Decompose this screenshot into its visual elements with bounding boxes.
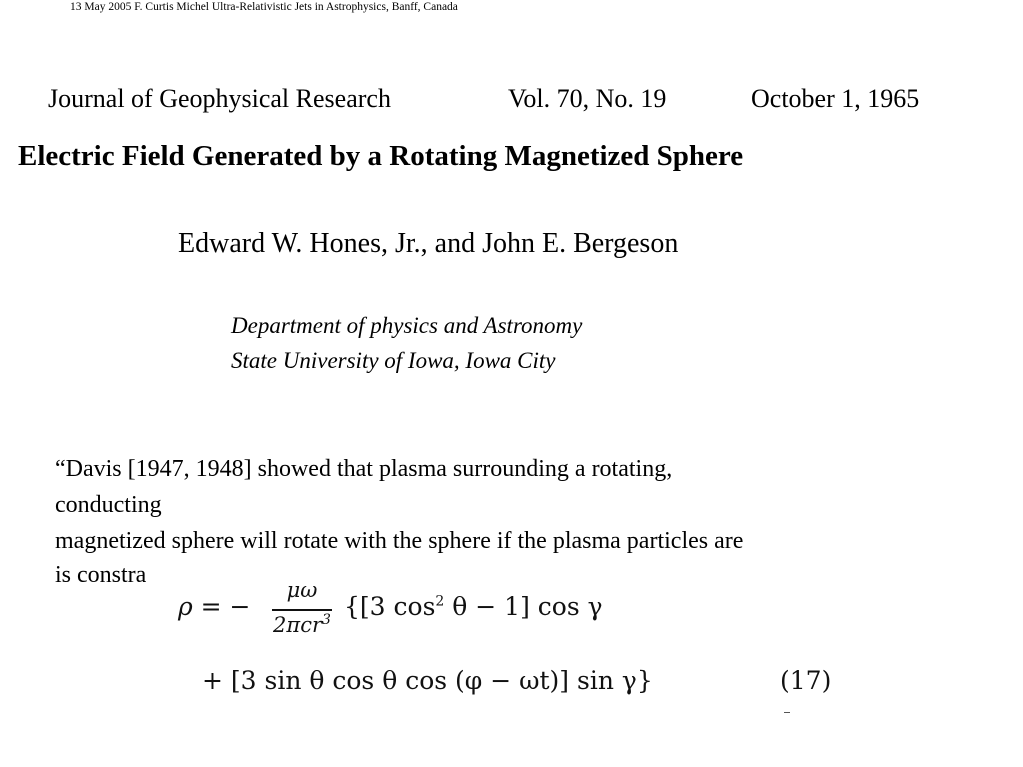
equation-17 xyxy=(162,576,852,720)
equation-lhs: ρ = − xyxy=(178,592,251,621)
equation-term-1: {[3 $\cos^2 \theta - 1$] cos γ xyxy=(344,592,603,621)
quote-line-4: is constra xyxy=(55,562,147,588)
equation-term-2: + [3 sin θ cos θ cos (φ − ωt)] sin γ} xyxy=(202,666,653,695)
fraction-bar xyxy=(272,609,332,611)
quote-line-3: magnetized sphere will rotate with the sphere if the plasma particles are xyxy=(55,528,744,554)
quote-line-1: “Davis [1947, 1948] showed that plasma surrounding a rotating, xyxy=(55,456,673,482)
affiliation-university: State University of Iowa, Iowa City xyxy=(231,348,556,373)
fraction-denominator: 2πcr$^3$ xyxy=(273,612,331,637)
equation-number: (17) xyxy=(780,666,832,695)
equation-fraction xyxy=(270,578,334,638)
fraction-numerator: μω xyxy=(286,578,318,602)
equation-line-1 xyxy=(178,576,838,642)
header-note: 13 May 2005 F. Curtis Michel Ultra-Relativistic Jets in Astrophysics, Banff, Canada xyxy=(70,1,458,13)
quote-line-2: conducting xyxy=(55,492,162,518)
paper-authors: Edward W. Hones, Jr., and John E. Bergeson xyxy=(178,228,679,259)
equation-line-2 xyxy=(202,660,842,706)
scan-mark xyxy=(784,712,790,713)
journal-date: October 1, 1965 xyxy=(751,84,920,113)
paper-title: Electric Field Generated by a Rotating Magnetized Sphere xyxy=(18,140,744,172)
journal-name: Journal of Geophysical Research xyxy=(48,84,391,113)
affiliation-department: Department of physics and Astronomy xyxy=(231,313,583,338)
journal-volume: Vol. 70, No. 19 xyxy=(508,84,667,113)
